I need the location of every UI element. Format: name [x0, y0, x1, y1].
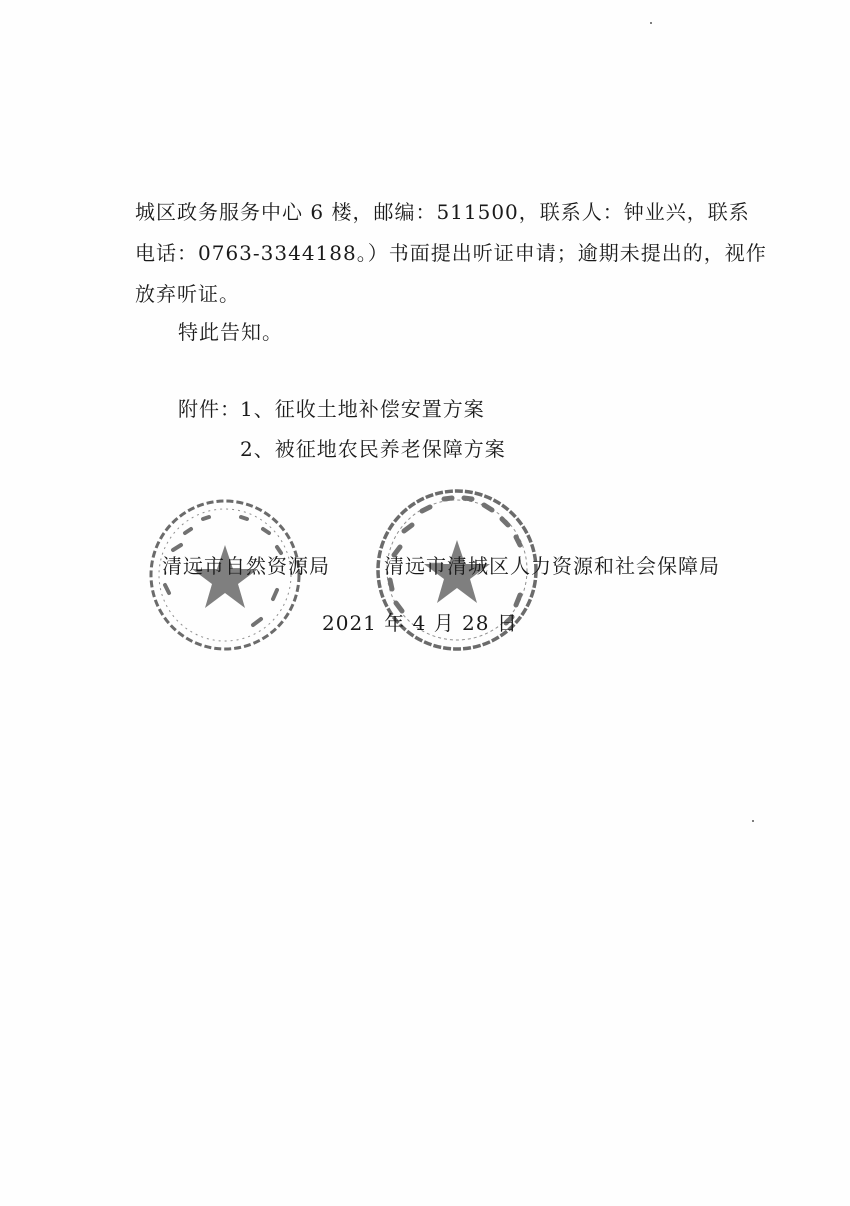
closing-text: 特此告知。	[178, 320, 283, 344]
scan-speck	[650, 22, 652, 24]
attachment-item-2: 2、被征地农民养老保障方案	[240, 437, 506, 461]
scan-speck	[752, 820, 754, 822]
attachment-item-1: 1、征收土地补偿安置方案	[240, 397, 485, 421]
body-line-1: 城区政务服务中心 6 楼，邮编：511500，联系人：钟业兴，联系	[135, 200, 750, 224]
attachments-label: 附件：	[178, 397, 241, 421]
signature-right-org: 清远市清城区人力资源和社会保障局	[384, 554, 720, 578]
signature-date: 2021 年 4 月 28 日	[322, 611, 518, 635]
body-line-2: 电话：0763-3344188。）书面提出听证申请；逾期未提出的，视作	[135, 241, 767, 265]
body-line-3: 放弃听证。	[135, 282, 240, 306]
signature-left-org: 清远市自然资源局	[162, 554, 330, 578]
